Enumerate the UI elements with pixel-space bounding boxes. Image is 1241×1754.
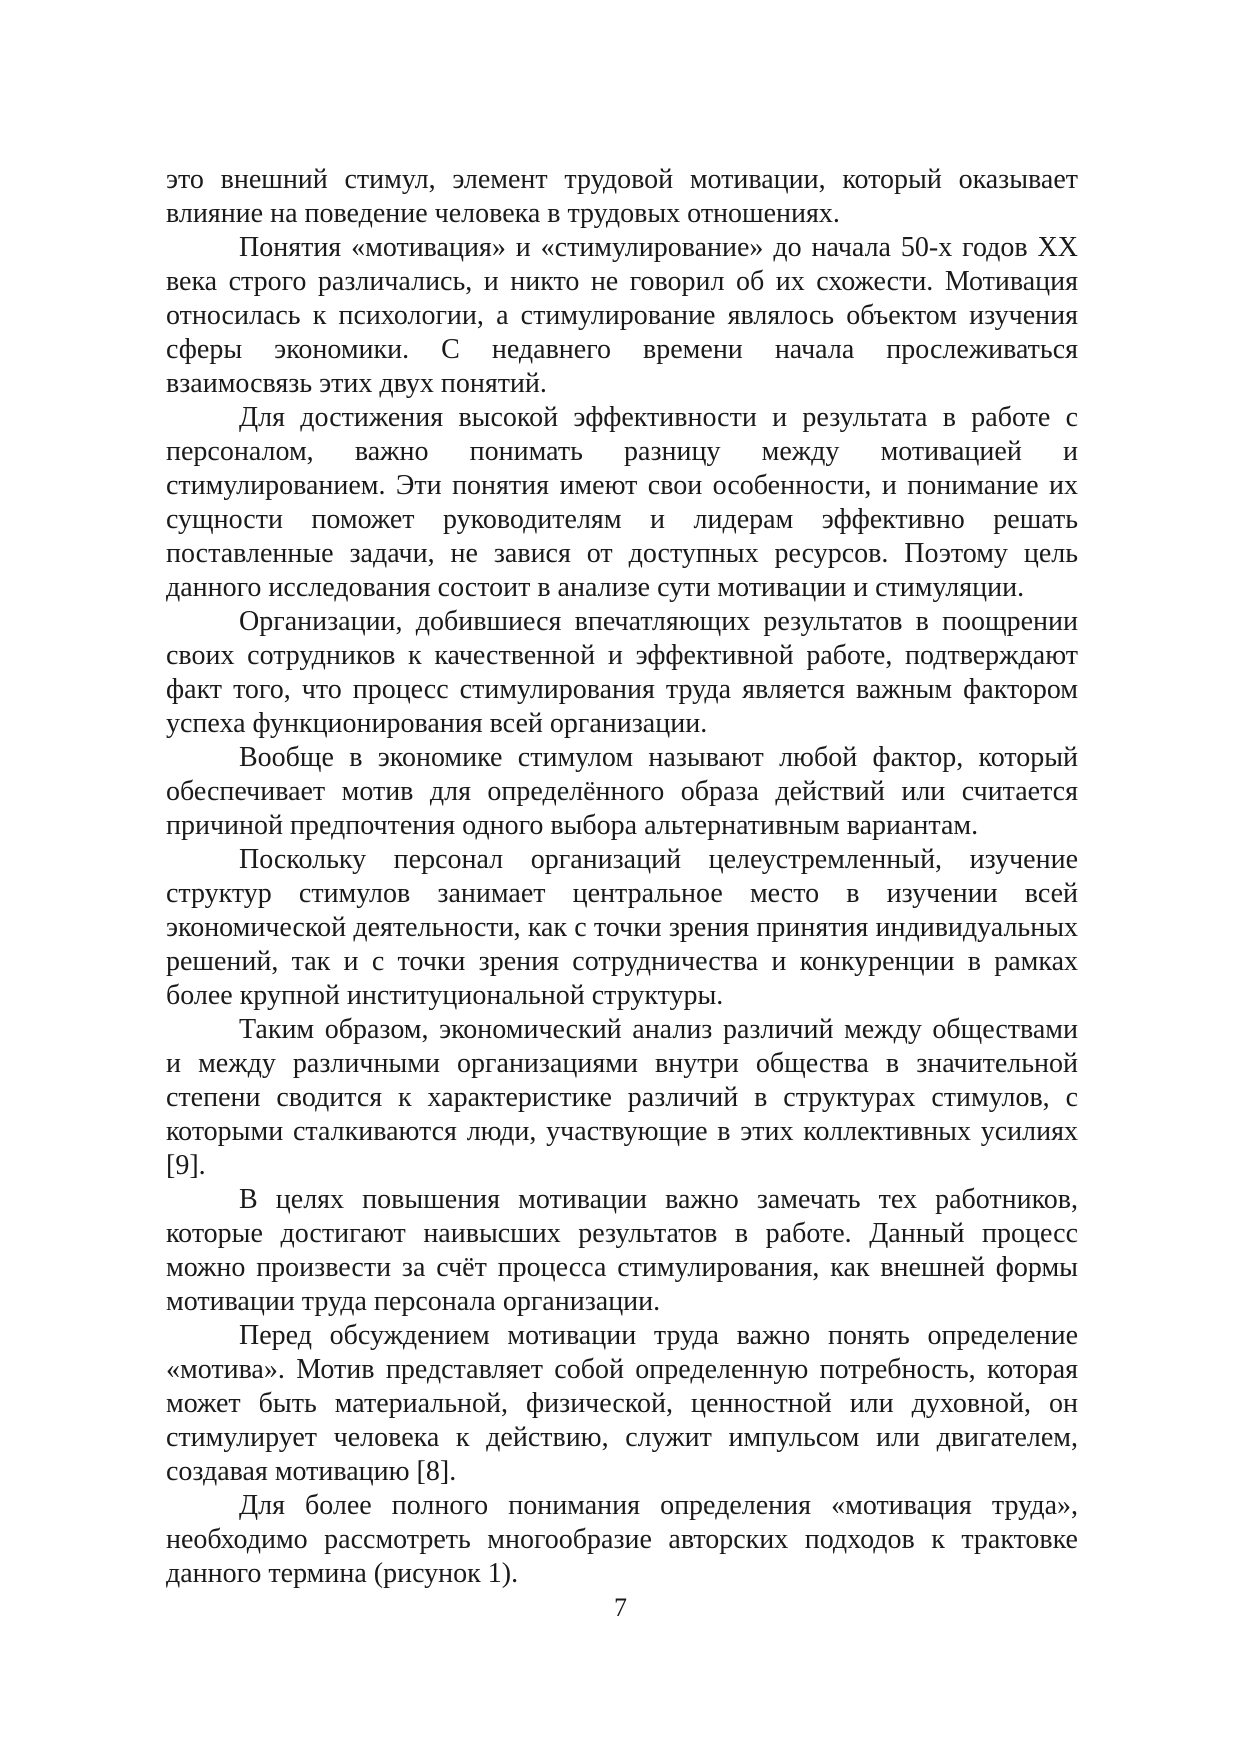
paragraph-3: Для достижения высокой эффективности и результата в работе с персоналом, важно понимать разницу между мотивацией и стимулированием. Эти понятия имеют свои особенности, и понимание их сущности поможет руководителям и лидерам эффективно решать поставленные задачи, не завися от доступных ресурсов. Поэтому цель данного исследования состоит в анализе сути мотивации и стимуляции. <box>166 402 1078 603</box>
paragraph-6: Поскольку персонал организаций целеустремленный, изучение структур стимулов занимает центральное место в изучении всей экономической деятельности, как с точки зрения принятия индивидуальных решений, так и с точки зрения сотрудничества и конкуренции в рамках более крупной институциональной структуры. <box>166 844 1078 1011</box>
paragraph-7: Таким образом, экономический анализ различий между обществами и между различными организациями внутри общества в значительной степени сводится к характеристике различий в структурах стимулов, с которыми сталкиваются люди, участвующие в этих коллективных усилиях [9]. <box>166 1014 1078 1181</box>
paragraph-1: это внешний стимул, элемент трудовой мотивации, который оказывает влияние на поведение человека в трудовых отношениях. <box>166 164 1078 229</box>
body-text <box>166 163 1078 1591</box>
paragraph-9: Перед обсуждением мотивации труда важно понять определение «мотива». Мотив представляет собой определенную потребность, которая может быть материальной, физической, ценностной или духовной, он стимулирует человека к действию, служит импульсом или двигателем, создавая мотивацию [8]. <box>166 1320 1078 1487</box>
paragraph-2: Понятия «мотивация» и «стимулирование» до начала 50-х годов XX века строго различались, и никто не говорил об их схожести. Мотивация относилась к психологии, а стимулирование являлось объектом изучения сферы экономики. С недавнего времени начала прослеживаться взаимосвязь этих двух понятий. <box>166 232 1078 399</box>
paragraph-5: Вообще в экономике стимулом называют любой фактор, который обеспечивает мотив для определённого образа действий или считается причиной предпочтения одного выбора альтернативным вариантам. <box>166 742 1078 841</box>
paragraph-4: Организации, добившиеся впечатляющих результатов в поощрении своих сотрудников к качественной и эффективной работе, подтверждают факт того, что процесс стимулирования труда является важным фактором успеха функционирования всей организации. <box>166 606 1078 739</box>
paragraph-8: В целях повышения мотивации важно замечать тех работников, которые достигают наивысших результатов в работе. Данный процесс можно произвести за счёт процесса стимулирования, как внешней формы мотивации труда персонала организации. <box>166 1184 1078 1317</box>
paragraph-10: Для более полного понимания определения «мотивация труда», необходимо рассмотреть многообразие авторских подходов к трактовке данного термина (рисунок 1). <box>166 1490 1078 1589</box>
page-number: 7 <box>614 1593 627 1622</box>
